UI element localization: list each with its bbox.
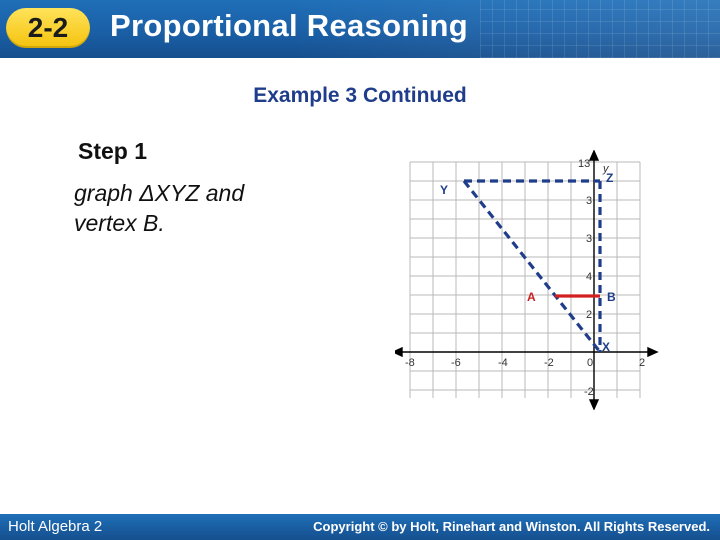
- instruction-text: [74, 178, 334, 238]
- instruction-line-1: graph ΔXYZ and: [74, 180, 245, 206]
- x-axis-arrow-left: [395, 348, 402, 356]
- y-tick-label: 4: [586, 271, 593, 283]
- y-axis-arrow-up: [590, 151, 598, 160]
- x-tick-label: -8: [405, 357, 415, 369]
- x-tick-label: 2: [639, 357, 646, 369]
- lesson-title: Proportional Reasoning: [110, 8, 468, 43]
- point-label-z: Z: [606, 171, 614, 185]
- footer-copyright: Copyright © by Holt, Rinehart and Winston. All Rights Reserved.: [313, 519, 710, 534]
- y-tick-label: 2: [586, 309, 593, 321]
- segment-yx: [464, 181, 600, 352]
- grid: [410, 162, 640, 398]
- x-tick-label: -6: [451, 357, 461, 369]
- lesson-number-badge: 2-2: [6, 8, 90, 48]
- point-label-y: Y: [440, 183, 449, 197]
- y-tick-label: -2: [584, 386, 594, 398]
- y-tick-label: 3: [586, 195, 593, 207]
- step-label: Step 1: [78, 138, 148, 164]
- y-tick-label: 13: [578, 158, 591, 170]
- footer-textbook-name: Holt Algebra 2: [8, 518, 103, 535]
- x-tick-label: 0: [587, 357, 594, 369]
- y-tick-label: 3: [586, 233, 593, 245]
- footer-banner: [0, 514, 720, 540]
- header-banner: [0, 0, 720, 58]
- point-label-a: A: [527, 290, 536, 304]
- point-label-x: X: [602, 340, 611, 354]
- example-heading: Example 3 Continued: [253, 84, 467, 107]
- x-tick-label: -2: [544, 357, 554, 369]
- graph-svg: [395, 150, 665, 410]
- coordinate-graph: [395, 150, 665, 410]
- y-axis-label: y: [603, 163, 609, 175]
- x-tick-label: -4: [498, 357, 508, 369]
- y-axis-arrow-down: [590, 400, 598, 409]
- axes: [395, 151, 657, 409]
- instruction-line-2: vertex B.: [74, 210, 165, 236]
- point-label-b: B: [607, 290, 616, 304]
- x-axis-arrow-right: [648, 348, 657, 356]
